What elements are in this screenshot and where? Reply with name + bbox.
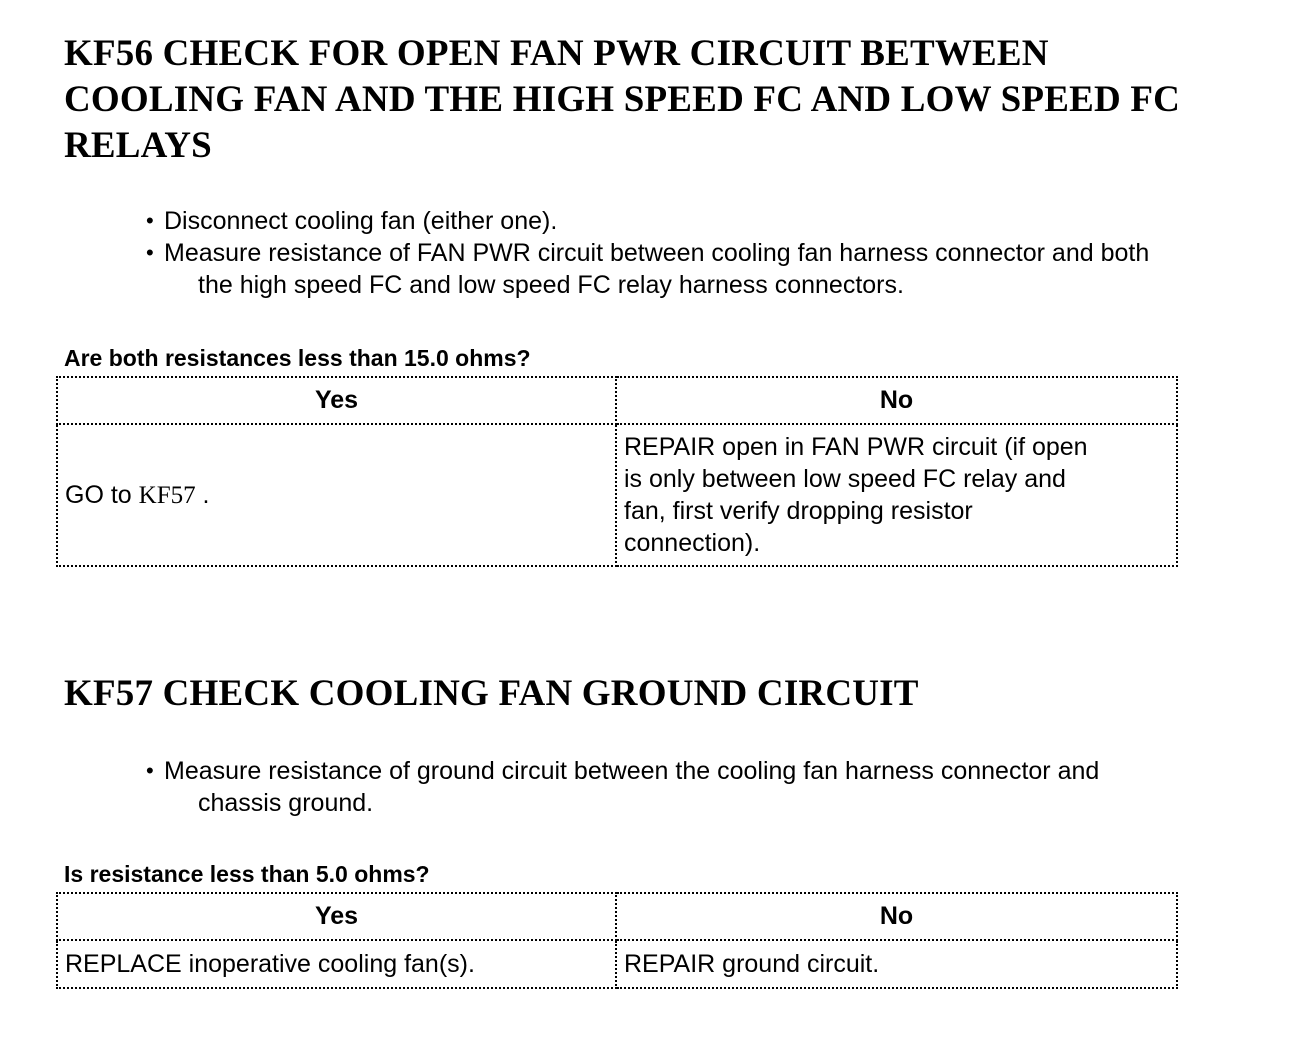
instruction-text: Disconnect cooling fan (either one). — [164, 207, 558, 235]
bullet-icon: • — [146, 208, 154, 233]
instruction-continuation: the high speed FC and low speed FC relay harness connectors. — [198, 271, 904, 299]
instruction-list — [146, 755, 1246, 819]
instruction-text: Measure resistance of ground circuit between the cooling fan harness connector and — [164, 757, 1100, 785]
no-text-line: is only between low speed FC relay and — [624, 465, 1066, 493]
heading-line: KF57 CHECK COOLING FAN GROUND CIRCUIT — [64, 673, 919, 714]
yes-cell — [57, 424, 616, 566]
no-header: No — [616, 893, 1177, 940]
table-header-row — [57, 377, 1177, 424]
heading-line: COOLING FAN AND THE HIGH SPEED FC AND LOW SPEED FC — [64, 79, 1181, 120]
no-text-line: connection). — [624, 529, 761, 557]
table-row — [57, 424, 1177, 566]
table-header-row — [57, 893, 1177, 940]
no-header: No — [616, 377, 1177, 424]
yes-header: Yes — [57, 377, 616, 424]
instruction-list — [146, 205, 1276, 301]
instruction-text: Measure resistance of FAN PWR circuit between cooling fan harness connector and both — [164, 239, 1150, 267]
section-heading — [64, 31, 1264, 169]
yes-header: Yes — [57, 893, 616, 940]
bullet-icon: • — [146, 240, 154, 265]
yes-cell — [57, 940, 616, 988]
yes-text: REPLACE inoperative cooling fan(s). — [65, 949, 475, 978]
decision-table — [56, 892, 1178, 989]
goto-link[interactable]: KF57 — [138, 481, 196, 509]
yes-text: GO to — [65, 480, 132, 509]
decision-question: Is resistance less than 5.0 ohms? — [64, 861, 430, 887]
no-cell — [616, 424, 1177, 566]
section-heading — [64, 671, 1264, 717]
decision-table — [56, 376, 1178, 567]
instruction-item — [146, 237, 1276, 301]
no-cell — [616, 940, 1177, 988]
instruction-item — [146, 205, 1276, 237]
instruction-item — [146, 755, 1246, 819]
table-row — [57, 940, 1177, 988]
no-text-line: REPAIR open in FAN PWR circuit (if open — [624, 433, 1088, 461]
yes-suffix: . — [195, 480, 210, 509]
no-text: REPAIR ground circuit. — [624, 949, 880, 978]
instruction-continuation: chassis ground. — [198, 789, 374, 817]
decision-question: Are both resistances less than 15.0 ohms? — [64, 345, 531, 371]
no-text-line: fan, first verify dropping resistor — [624, 497, 973, 525]
heading-line: RELAYS — [64, 125, 212, 166]
bullet-icon: • — [146, 758, 154, 783]
heading-line: KF56 CHECK FOR OPEN FAN PWR CIRCUIT BETWEEN — [64, 33, 1049, 74]
